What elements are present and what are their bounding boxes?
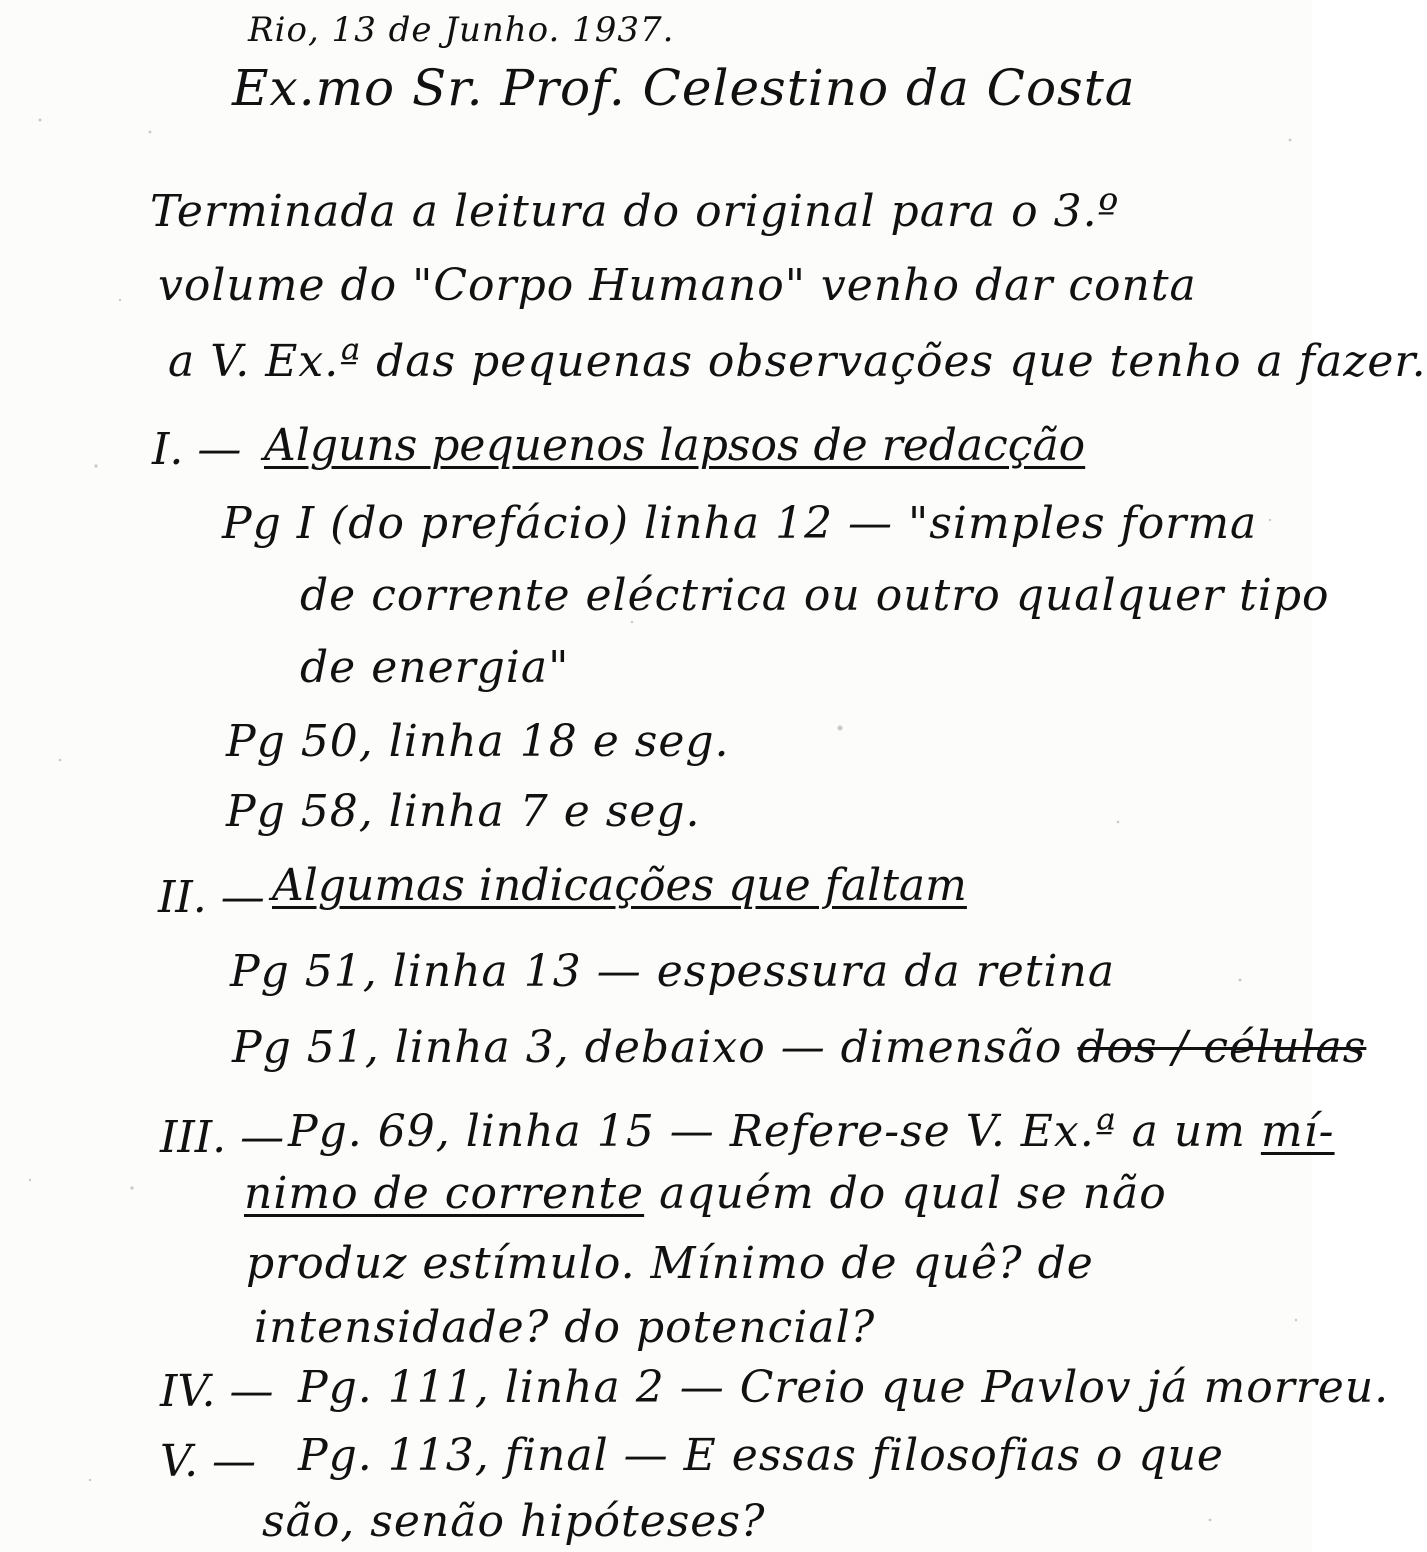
section-i-heading: Alguns pequenos lapsos de redacção [264, 420, 1086, 471]
section-iii-line-1 [288, 1104, 1335, 1160]
section-iii-line-2-text: aquém do qual se não [644, 1168, 1167, 1219]
section-v-line-1: Pg. 113, final — E essas filosofias o que [298, 1430, 1224, 1481]
place-date-line: Rio, 13 de Junho. 1937. [248, 10, 675, 50]
section-iii-line-2-underlined: nimo de corrente [244, 1168, 645, 1219]
section-iv-numeral: IV. — [160, 1366, 274, 1417]
section-i-item-1-line-1: Pg I (do prefácio) linha 12 — "simples forma [222, 498, 1258, 549]
section-iv-text: Pg. 111, linha 2 — Creio que Pavlov já morreu. [298, 1362, 1390, 1413]
section-i-item-2: Pg 50, linha 18 e seg. [226, 716, 730, 767]
section-ii-item-2-struck-text: dos / células [1077, 1022, 1367, 1073]
section-ii-numeral: II. — [158, 872, 265, 923]
section-i-item-1-line-3: de energia" [300, 642, 570, 693]
section-v-numeral: V. — [160, 1436, 257, 1487]
salutation-line: Ex.mo Sr. Prof. Celestino da Costa [232, 59, 1136, 117]
section-iii-line-4: intensidade? do potencial? [254, 1302, 876, 1353]
section-iii-line-1-text: Pg. 69, linha 15 — Refere-se V. Ex.ª a um [288, 1106, 1261, 1157]
section-ii-item-2-text: Pg 51, linha 3, debaixo — dimensão [232, 1022, 1063, 1073]
section-iii-line-1-underlined: mí- [1260, 1106, 1335, 1157]
section-ii-item-2 [232, 1020, 1366, 1076]
section-i-item-1-line-2: de corrente eléctrica ou outro qualquer tipo [300, 570, 1330, 621]
section-iii-numeral: III. — [160, 1112, 285, 1163]
section-ii-item-1: Pg 51, linha 13 — espessura da retina [230, 946, 1116, 997]
section-ii-heading: Algumas indicações que faltam [272, 860, 967, 911]
intro-line-3: a V. Ex.ª das pequenas observações que tenho a fazer. [168, 336, 1427, 387]
section-iii-line-3: produz estímulo. Mínimo de quê? de [246, 1238, 1094, 1289]
intro-line-2: volume do "Corpo Humano" venho dar conta [158, 260, 1197, 311]
section-i-item-3: Pg 58, linha 7 e seg. [226, 786, 701, 837]
section-i-numeral: I. — [152, 424, 242, 475]
section-iii-line-2 [244, 1166, 1167, 1222]
intro-line-1: Terminada a leitura do original para o 3.º [150, 186, 1120, 237]
section-v-line-2: são, senão hipóteses? [262, 1496, 766, 1547]
